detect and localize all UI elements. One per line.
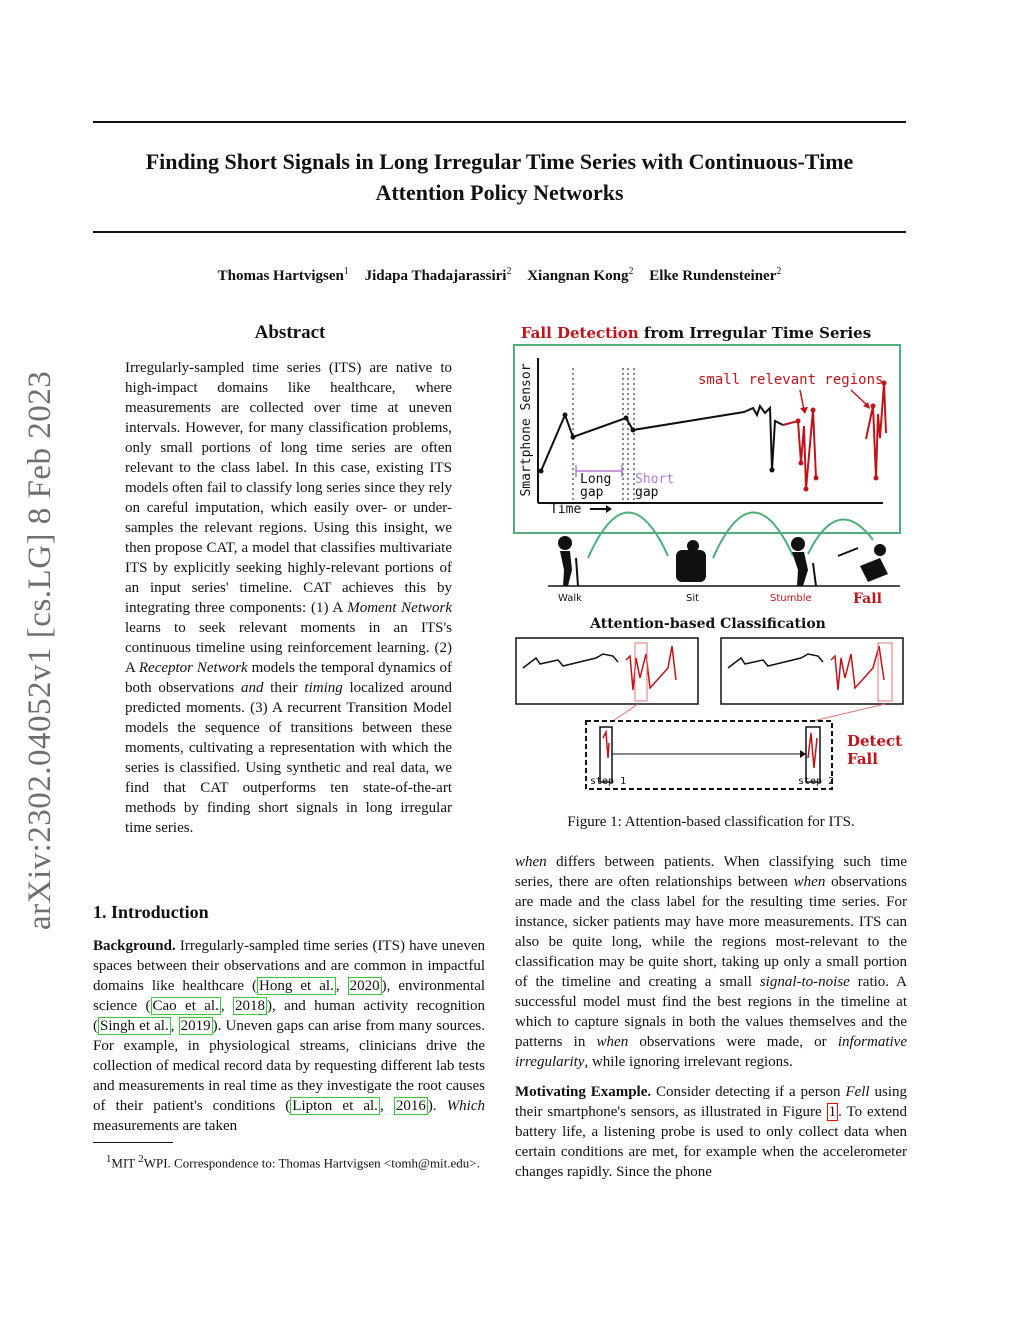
figure-ref-link[interactable]: 1 [828, 1104, 837, 1120]
author: Elke Rundensteiner$^2$ [649, 266, 782, 284]
activity-label: Fall [853, 591, 882, 607]
fall-person-icon [838, 544, 888, 582]
step1-signal [603, 732, 609, 758]
footnote: $^1$MIT $^2$WPI. Correspondence to: Thomas Hartvigsen <tomh@mit.edu>. [106, 1153, 480, 1171]
step2-signal [808, 733, 817, 768]
activity-label: Sit [686, 593, 700, 604]
paragraph: Motivating Example. Consider detecting if a person Fell using their smartphone's sensors, as illustrated in Figure 1 . To extend battery life, a listening probe is used to only collect data when certain conditions are met, for example when the accelerometer changes rapidly. Since the phone [515, 1084, 907, 1180]
title-line-1: Finding Short Signals in Long Irregular Time Series with Continuous-Time [145, 149, 854, 174]
sit-person-icon [676, 540, 706, 582]
red-points [796, 381, 887, 492]
step1-label: step 1 [590, 776, 627, 787]
citation-link[interactable]: Singh et al. [100, 1018, 169, 1034]
citation-link[interactable]: 2019 [180, 1018, 211, 1034]
citation-link[interactable]: 2020 [349, 978, 380, 994]
time-arrowhead [606, 505, 612, 513]
figure-title-red: Fall Detection [520, 324, 639, 342]
arxiv-stamp: arXiv:2302.04052v1 [cs.LG] 8 Feb 2023 [22, 370, 58, 930]
step2-label: step 2 [798, 776, 835, 787]
figure-caption: Figure 1: Attention-based classification for ITS. [567, 814, 855, 830]
long-label: Long [580, 472, 612, 487]
y-axis-label: Smartphone Sensor [519, 363, 534, 497]
citation-link[interactable]: 2018 [234, 998, 265, 1014]
annotation-arrow [800, 390, 804, 410]
connector-line [813, 704, 885, 721]
attention-panel-2 [721, 638, 903, 704]
citation-link[interactable]: 2016 [395, 1098, 426, 1114]
short-label: Short [635, 472, 675, 487]
author: Xiangnan Kong$^2$ [527, 266, 634, 284]
paper-title [93, 146, 906, 208]
citation-link[interactable]: Hong et al. [259, 978, 334, 994]
connector-line [613, 704, 638, 721]
panel2-series [728, 654, 823, 668]
black-points [539, 413, 775, 474]
black-series [541, 406, 783, 471]
x-axis-label: Time [550, 502, 582, 517]
activity-arcs [588, 512, 873, 558]
attention-panel-1 [516, 638, 698, 704]
paragraph: when differs between patients. When classifying such time series, there are often relationships between when observations are made and the class label for the resulting time series. For instance, sicker patients may have more measurements. ITS can also be quite long, while the regions most-relevant to the classification may be quite short, taking up only a small portion of the timeline and creating a small signal-to-noise ratio. A successful model must find the best regions in the timeline at which to capture signals in both the values themselves and the patterns in when observations were made, or informative irregularity, while ignoring irrelevant regions. [515, 854, 908, 1070]
annotation-small-relevant-regions: small relevant regions [698, 372, 884, 388]
detect-label: Detect [847, 732, 903, 750]
bottom-title-rule [93, 231, 906, 233]
author-list [93, 266, 906, 285]
intro-paragraph: Background. Irregularly-sampled time series (ITS) have uneven spaces between their observations and are common in impactful domains like healthcare ( Hong et al. , 2020 ), environmental science ( Cao et al. , 2018 ), and human activity recognition ( Singh et al. , 2019 ). Uneven gaps can arise from many sources. For example, in physiological streams, clinicians drive the collection of medical record data by requesting different lab tests and measurements in real time as they investigate the root causes of their patient's conditions ( Lipton et al. , 2016 ). Which measurements are taken [93, 938, 486, 1134]
footnote-rule [93, 1142, 173, 1143]
panel1-series [523, 654, 618, 668]
mid-title: Attention-based Classification [590, 616, 826, 632]
top-rule [93, 121, 906, 123]
author: Jidapa Thadajarassiri$^2$ [364, 266, 512, 284]
abstract-heading: Abstract [254, 322, 326, 343]
right-column-text [515, 852, 907, 1192]
activity-labels [558, 591, 882, 607]
citation-link[interactable]: Lipton et al. [292, 1098, 378, 1114]
annotation-arrow [851, 390, 868, 406]
fall-label: Fall [847, 750, 878, 768]
annotation-arrowhead [800, 407, 808, 414]
section-heading-introduction: 1. Introduction [93, 902, 209, 922]
svg-text:Fall Detection from Irregular [521, 324, 871, 342]
red-series-2 [866, 383, 886, 478]
walk-person-icon [558, 536, 578, 586]
panel1-red [626, 646, 676, 690]
figure-title-rest: from Irregular Time Series [638, 324, 872, 342]
title-line-2: Attention Policy Networks [375, 180, 624, 205]
figure-1 [508, 318, 908, 808]
author: Thomas Hartvigsen$^1$ [217, 266, 349, 284]
panel2-red [831, 646, 884, 690]
activity-label: Stumble [770, 593, 812, 604]
gap-label-2: gap [635, 485, 659, 500]
step-arrowhead [800, 750, 806, 758]
activity-label: Walk [558, 593, 582, 604]
abstract-text: Irregularly-sampled time series (ITS) are native to high-impact domains like healthcare, where measurements are collected over time at uneven intervals. However, for many classification problems, only small portions of long time series are often relevant to the class label. In this case, existing ITS models often fail to classify long series since they rely on careful imputation, which easily over- or under-samples the relevant regions. Using this insight, we then propose CAT, a model that classifies multivariate ITS by explicitly seeking highly-relevant portions of an input series' timeline. CAT achieves this by integrating three components: (1) A Moment Network learns to seek relevant moments in an ITS's continuous timeline using reinforcement learning. (2) A Receptor Network models the temporal dynamics of both observations and their timing localized around predicted moments. (3) A recurrent Transition Model models the sequence of transitions between these moments, cultivating a representation with which the series is classified. Using synthetic and real data, we find that CAT outperforms ten state-of-the-art methods by finding short signals in long irregular time series. [125, 360, 453, 836]
citation-link[interactable]: Cao et al. [152, 998, 219, 1014]
gap-label: gap [580, 485, 604, 500]
